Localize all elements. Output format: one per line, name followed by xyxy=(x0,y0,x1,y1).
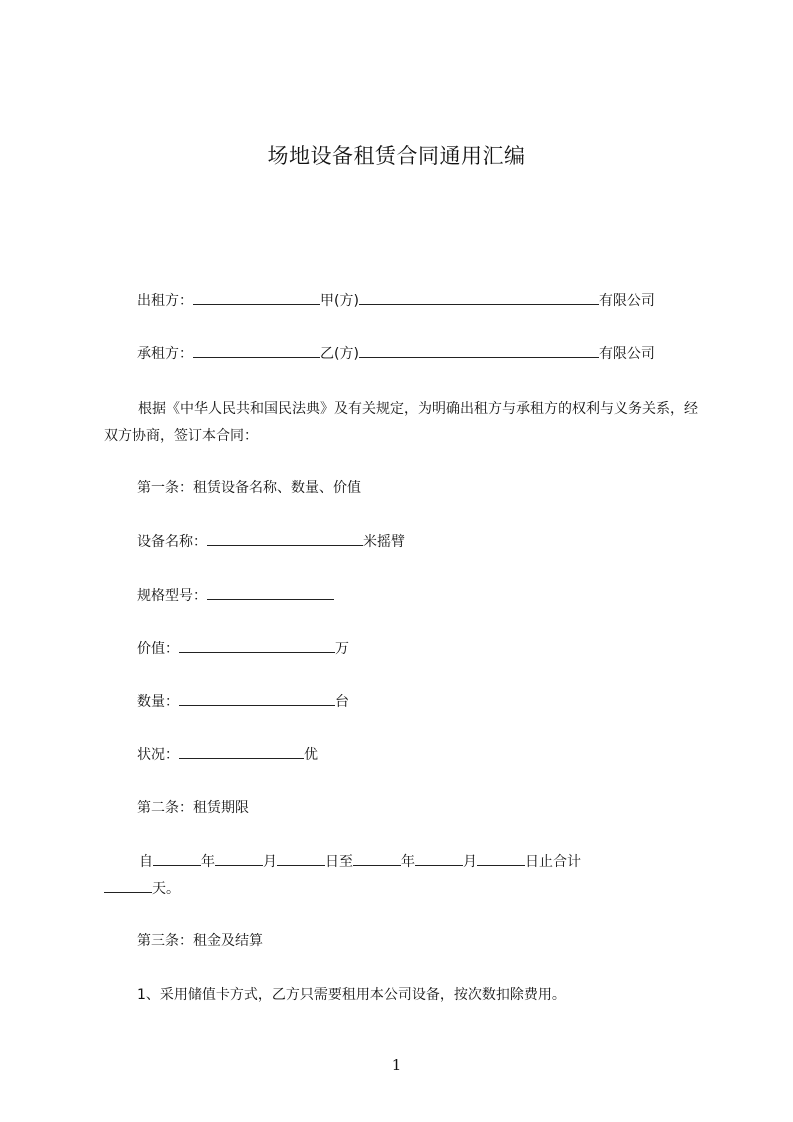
quantity-blank xyxy=(179,690,335,706)
article3-item1: 1、采用储值卡方式，乙方只需要租用本公司设备，按次数扣除费用。 xyxy=(137,987,566,1003)
condition-label: 状况： xyxy=(137,747,179,763)
equipment-name-line xyxy=(137,530,405,553)
lessor-suffix: 有限公司 xyxy=(598,293,655,309)
lessee-label: 承租方： xyxy=(137,346,193,362)
start-year-label: 年 xyxy=(201,854,215,870)
value-blank xyxy=(179,637,335,653)
document-title: 场地设备租赁合同通用汇编 xyxy=(267,144,526,168)
lessee-line xyxy=(137,342,655,365)
period-from: 自 xyxy=(139,854,153,870)
preamble-text: 根据《中华人民共和国民法典》及有关规定，为明确出租方与承租方的权利与义务关系，经双方协商，签订本合同： xyxy=(104,401,698,444)
value-label: 价值： xyxy=(137,641,179,657)
end-month-blank xyxy=(415,850,463,866)
period-day-total: 日止合计 xyxy=(525,854,581,870)
equipment-name-value: 米摇臂 xyxy=(363,534,405,550)
quantity-unit: 台 xyxy=(335,694,349,710)
condition-value: 优 xyxy=(304,747,318,763)
article3-heading: 第三条：租金及结算 xyxy=(137,933,263,949)
lease-period-line xyxy=(139,850,581,873)
equipment-name-blank xyxy=(207,530,363,546)
value-line xyxy=(137,637,349,660)
period-days-end: 天。 xyxy=(152,881,180,897)
lessee-suffix: 有限公司 xyxy=(598,346,655,362)
end-year-label: 年 xyxy=(401,854,415,870)
start-month-blank xyxy=(215,850,263,866)
lessor-party: 甲(方) xyxy=(320,293,359,309)
lessee-company-blank xyxy=(359,342,599,358)
lessor-line xyxy=(137,289,655,312)
lessor-label: 出租方： xyxy=(137,293,193,309)
value-unit: 万 xyxy=(335,641,349,657)
start-day-blank xyxy=(277,850,325,866)
condition-line xyxy=(137,743,318,766)
lease-days-line xyxy=(104,877,180,900)
total-days-blank xyxy=(104,877,152,893)
model-blank xyxy=(207,584,334,600)
model-line xyxy=(137,584,334,607)
condition-blank xyxy=(179,743,304,759)
model-label: 规格型号： xyxy=(137,588,207,604)
equipment-name-label: 设备名称： xyxy=(137,534,207,550)
lessor-company-blank xyxy=(359,289,599,305)
end-year-blank xyxy=(353,850,401,866)
period-day-to: 日至 xyxy=(325,854,353,870)
lessee-party: 乙(方) xyxy=(320,346,359,362)
page-number: 1 xyxy=(391,1056,402,1074)
lessor-blank xyxy=(193,289,320,305)
start-year-blank xyxy=(153,850,201,866)
quantity-label: 数量： xyxy=(137,694,179,710)
end-month-label: 月 xyxy=(463,854,477,870)
start-month-label: 月 xyxy=(263,854,277,870)
end-day-blank xyxy=(477,850,525,866)
preamble-paragraph xyxy=(104,396,704,450)
article2-heading: 第二条：租赁期限 xyxy=(137,800,249,816)
lessee-blank xyxy=(193,342,320,358)
article1-heading: 第一条：租赁设备名称、数量、价值 xyxy=(137,480,361,496)
quantity-line xyxy=(137,690,349,713)
